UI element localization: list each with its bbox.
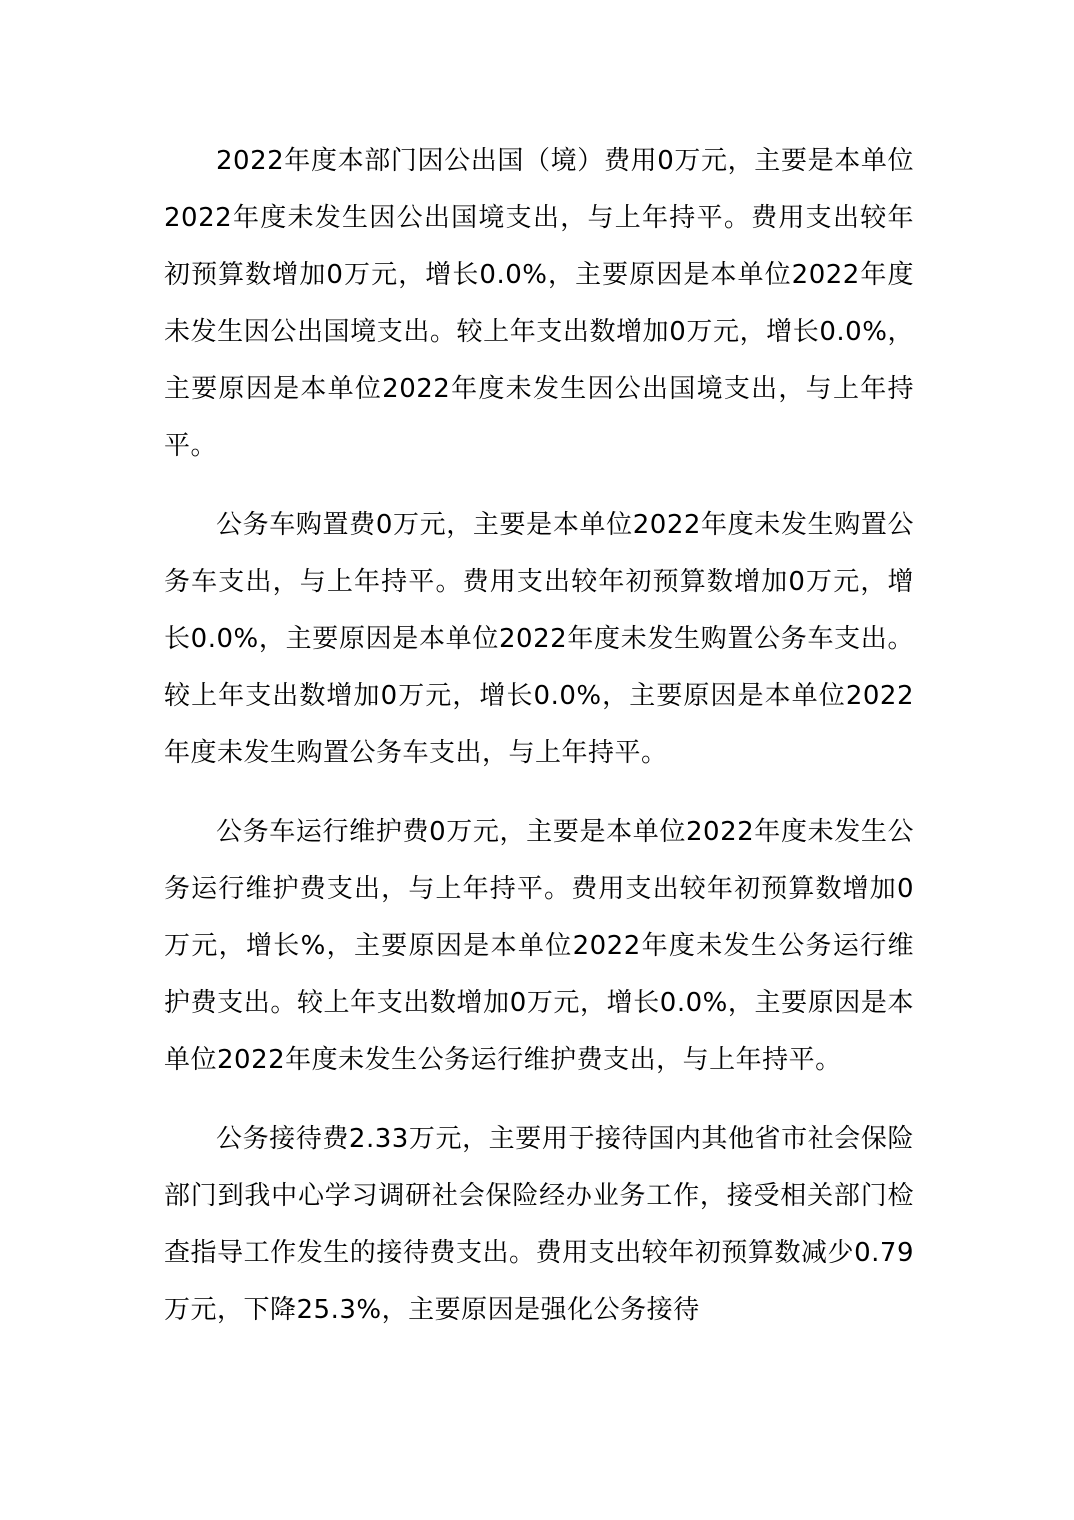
- paragraph-vehicle-purchase: 公务车购置费0万元，主要是本单位2022年度未发生购置公务车支出，与上年持平。费用支出较年初预算数增加0万元，增长0.0%，主要原因是本单位2022年度未发生购置公务车支出。较上年支出数增加0万元，增长0.0%，主要原因是本单位2022年度未发生购置公务车支出，与上年持平。: [164, 510, 914, 768]
- paragraph-vehicle-maintenance: 公务车运行维护费0万元，主要是本单位2022年度未发生公务运行维护费支出，与上年持平。费用支出较年初预算数增加0万元，增长%，主要原因是本单位2022年度未发生公务运行维护费支出。较上年支出数增加0万元，增长0.0%，主要原因是本单位2022年度未发生公务运行维护费支出，与上年持平。: [164, 817, 914, 1075]
- paragraph-overseas-travel: 2022年度本部门因公出国（境）费用0万元，主要是本单位2022年度未发生因公出国境支出，与上年持平。费用支出较年初预算数增加0万元，增长0.0%，主要原因是本单位2022年度未发生因公出国境支出。较上年支出数增加0万元，增长0.0%，主要原因是本单位2022年度未发生因公出国境支出，与上年持平。: [164, 146, 914, 461]
- paragraph-reception: 公务接待费2.33万元，主要用于接待国内其他省市社会保险部门到我中心学习调研社会保险经办业务工作，接受相关部门检查指导工作发生的接待费支出。费用支出较年初预算数减少0.79万元，下降25.3%，主要原因是强化公务接待: [164, 1124, 914, 1325]
- document-page: [164, 133, 914, 1339]
